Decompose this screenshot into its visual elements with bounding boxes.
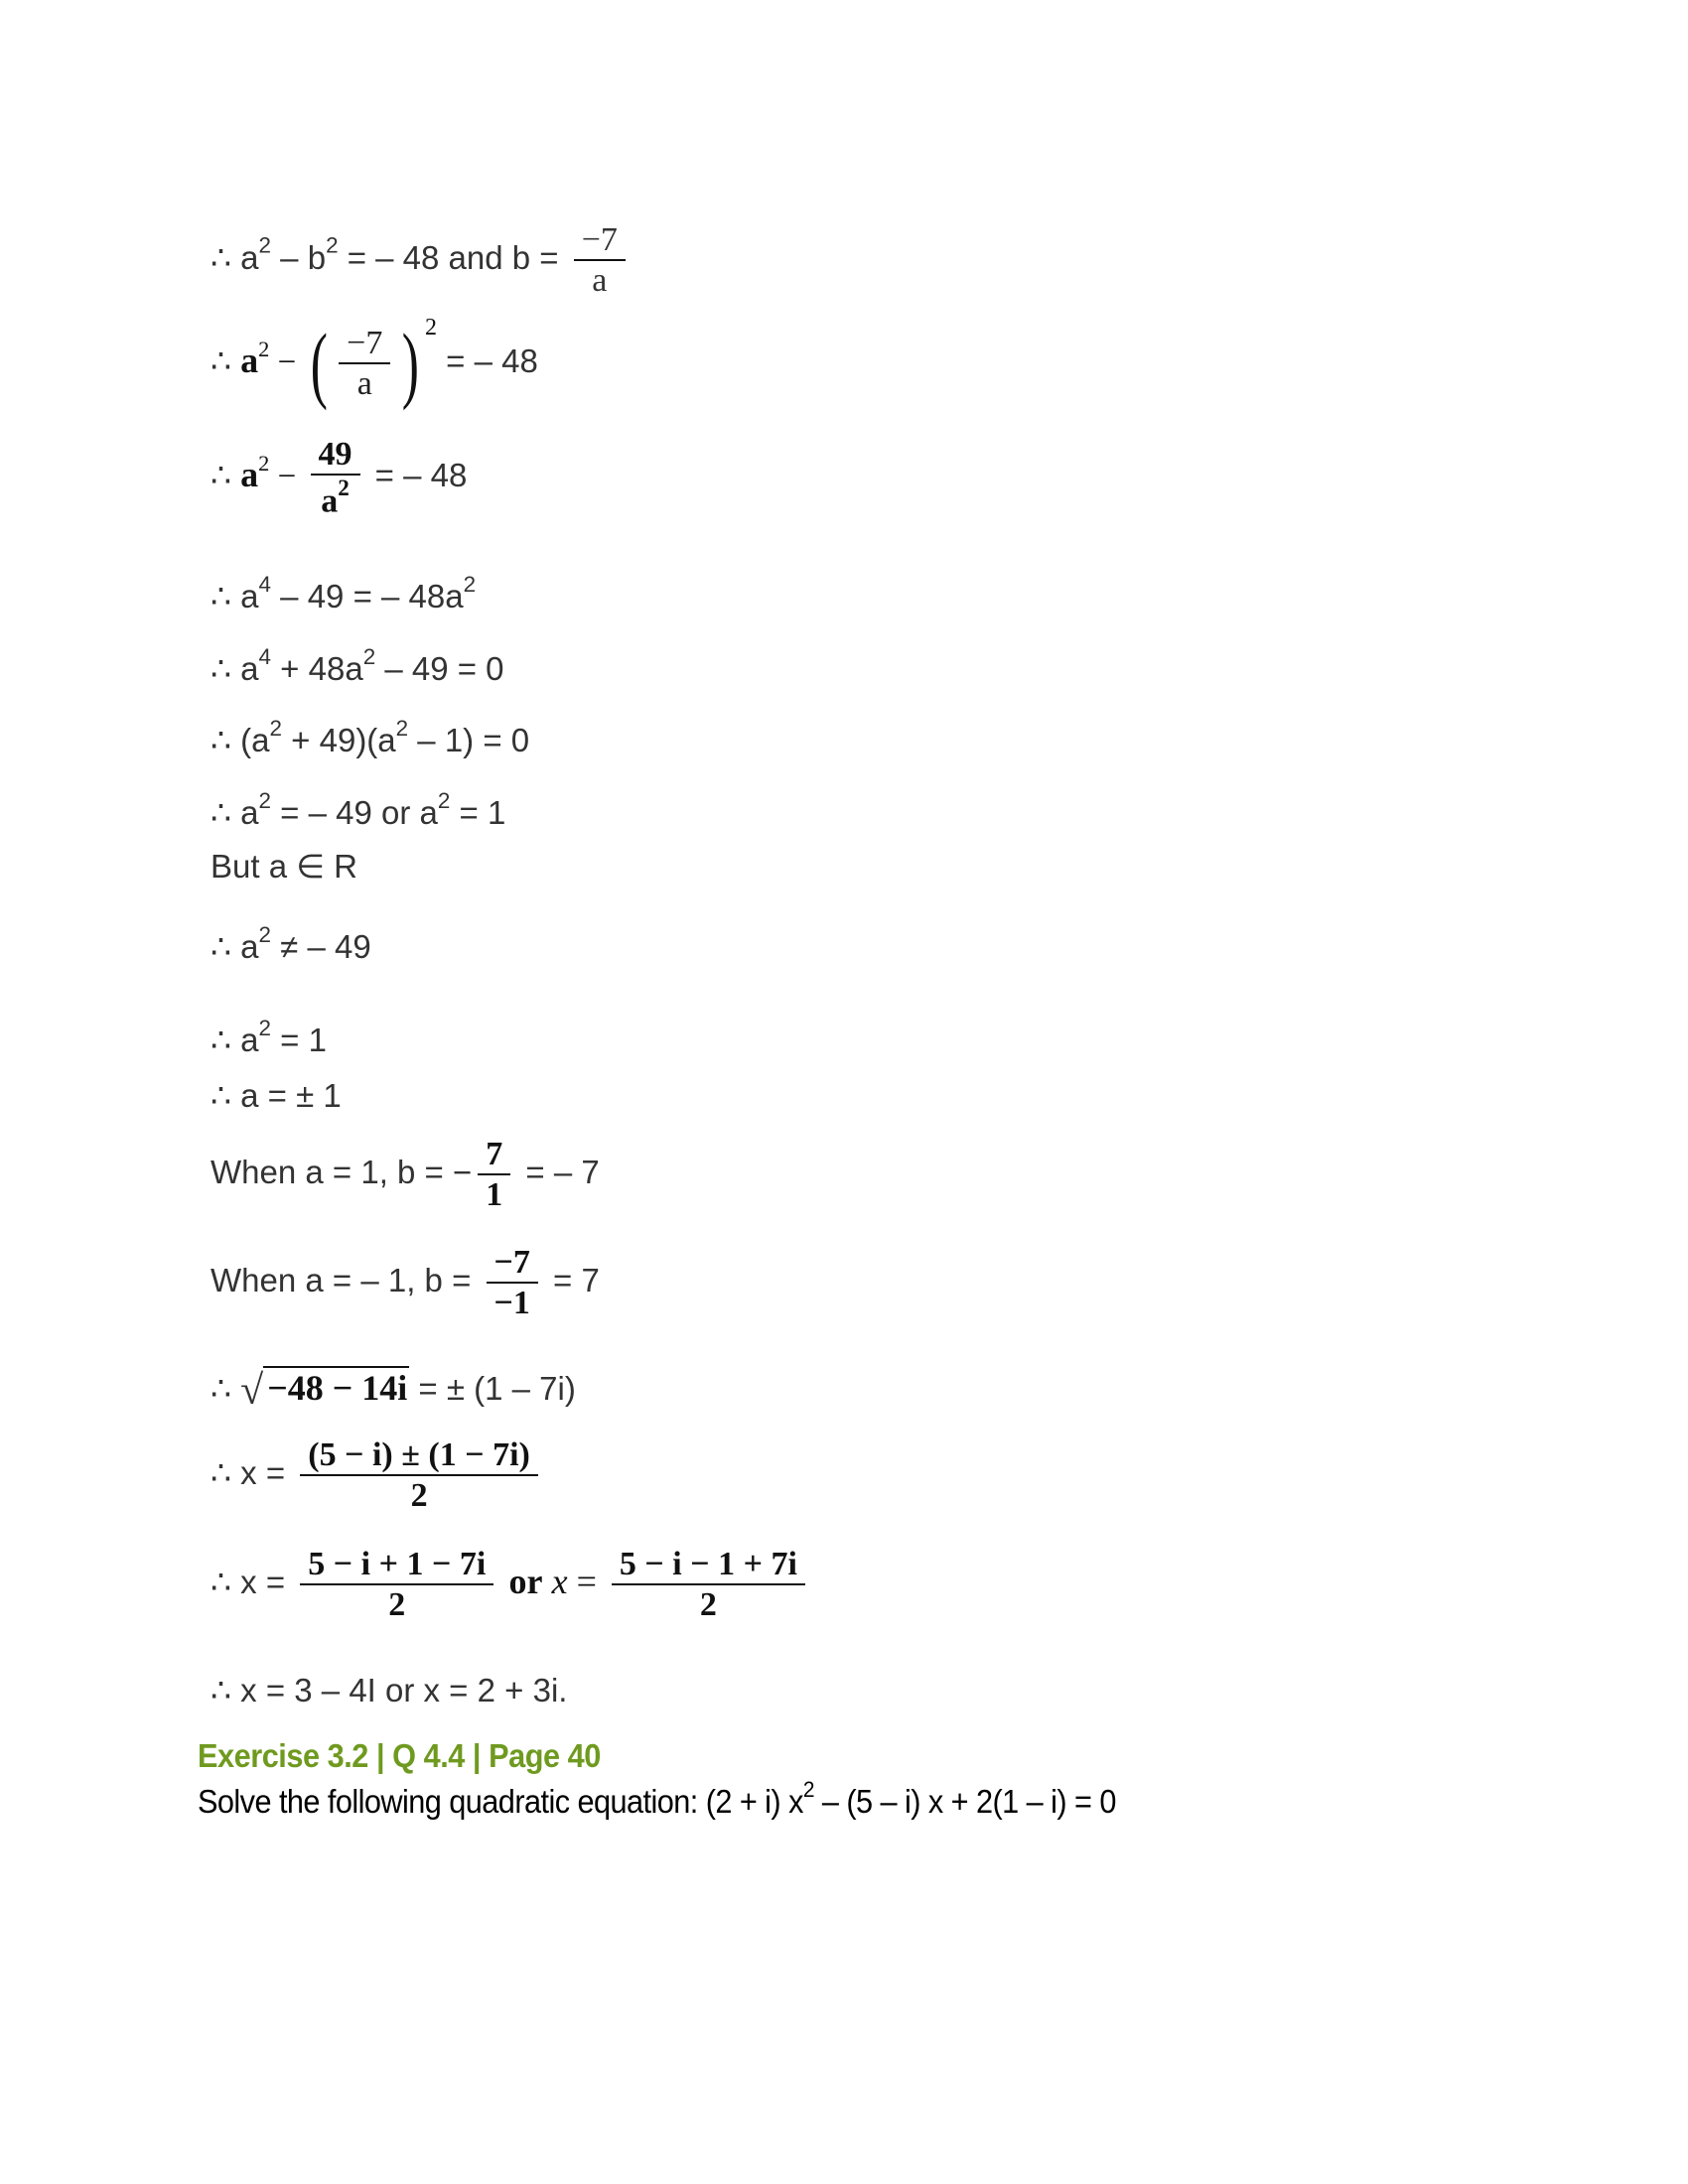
fraction	[311, 435, 360, 521]
exponent: 2	[258, 232, 272, 258]
denominator: a	[321, 482, 339, 520]
step-3	[211, 435, 467, 521]
exponent: 2	[463, 572, 477, 597]
step-text: – b	[271, 238, 327, 276]
step-text: = – 7	[516, 1153, 600, 1190]
step-text: = – 48	[365, 457, 468, 494]
right-paren: )	[402, 316, 420, 412]
step-text: = ± (1 – 7i)	[409, 1370, 576, 1407]
step-text: – 1) = 0	[408, 722, 530, 759]
step-13	[211, 1243, 600, 1322]
step-text: = 7	[543, 1261, 600, 1298]
exponent: 2	[258, 450, 270, 476]
therefore-symbol: ∴	[211, 1370, 241, 1407]
therefore-symbol: ∴	[211, 457, 241, 494]
denominator: 2	[410, 1477, 428, 1515]
step-text: = 1	[450, 794, 506, 832]
step-text: = – 49 or a	[271, 794, 438, 832]
step-1	[211, 220, 632, 300]
step-text: When a = – 1, b =	[211, 1261, 481, 1298]
exponent: 2	[362, 644, 376, 669]
variable: x	[551, 1561, 568, 1601]
square-root	[240, 1366, 409, 1412]
step-text: ∴ (a	[211, 722, 270, 759]
operator: −	[269, 459, 305, 495]
denominator: 2	[699, 1586, 717, 1624]
operator: =	[567, 1561, 606, 1601]
operator: −	[269, 344, 305, 380]
step-text: But a ∈ R	[211, 848, 357, 885]
exponent: 2	[424, 315, 437, 341]
numerator: −7	[347, 325, 383, 362]
exponent: 2	[802, 1777, 814, 1802]
numerator: −7	[581, 221, 618, 258]
step-text: ≠ – 49	[271, 928, 371, 966]
fraction	[300, 1435, 538, 1515]
step-7	[211, 788, 506, 832]
exponent: 4	[258, 644, 272, 669]
question-rest: – (5 – i) x + 2(1 – i) = 0	[813, 1783, 1116, 1821]
step-15	[211, 1435, 544, 1515]
denominator: 2	[388, 1586, 406, 1624]
fraction	[487, 1243, 538, 1322]
exponent: 2	[326, 232, 339, 258]
step-text: – 49 = 0	[375, 650, 504, 688]
numerator: 5 − i − 1 + 7i	[619, 1546, 797, 1582]
step-4	[211, 574, 476, 613]
question-text	[198, 1777, 1116, 1821]
step-text: ∴ a	[211, 1022, 259, 1059]
step-text: ∴ a = ± 1	[211, 1077, 342, 1114]
fraction	[339, 324, 390, 403]
step-12	[211, 1135, 600, 1214]
step-9	[211, 922, 371, 966]
step-10	[211, 1016, 327, 1059]
exercise-heading: Exercise 3.2 | Q 4.4 | Page 40	[198, 1737, 601, 1774]
step-text: = 1	[271, 1022, 327, 1059]
step-14	[211, 1366, 576, 1412]
step-11	[211, 1079, 342, 1112]
step-2	[211, 315, 538, 412]
step-6	[211, 716, 530, 759]
fraction	[300, 1545, 493, 1624]
step-text: = – 48 and b =	[338, 238, 568, 276]
denominator: a	[592, 262, 608, 300]
step-17	[211, 1674, 567, 1706]
denominator: −1	[493, 1285, 530, 1322]
question-prefix: Solve the following quadratic equation: (2 + i) x	[198, 1783, 803, 1821]
exponent: 2	[258, 336, 270, 361]
step-8	[211, 850, 357, 883]
exponent: 2	[258, 788, 272, 813]
fraction	[612, 1545, 805, 1624]
step-5	[211, 644, 504, 688]
step-text: + 48a	[271, 650, 363, 688]
step-text: ∴ x =	[211, 1563, 295, 1600]
radicand: −48 − 14i	[263, 1366, 409, 1406]
step-text: ∴ a	[211, 928, 259, 966]
exponent: 2	[269, 716, 282, 741]
step-text: ∴ x =	[211, 1453, 295, 1491]
or-word: or	[508, 1561, 543, 1601]
denominator: a	[356, 365, 372, 403]
numerator: (5 − i) ± (1 − 7i)	[308, 1436, 530, 1473]
step-text: + 49)(a	[282, 722, 396, 759]
exponent: 2	[258, 1016, 272, 1040]
numerator: 49	[318, 436, 352, 473]
fraction	[574, 220, 626, 300]
denominator: 1	[486, 1176, 503, 1214]
numerator: 5 − i + 1 − 7i	[308, 1546, 487, 1582]
left-paren: (	[310, 316, 328, 412]
step-text: ∴ a	[211, 238, 259, 276]
step-text: = – 48	[436, 342, 538, 379]
step-text: ∴ a	[211, 578, 259, 615]
exponent: 4	[258, 572, 272, 597]
step-text: – 49 = – 48a	[271, 578, 464, 615]
step-text: ∴ a	[211, 794, 259, 832]
exponent: 2	[395, 716, 409, 741]
radical-sign-icon: √	[240, 1368, 264, 1414]
step-text: When a = 1, b = −	[211, 1153, 473, 1190]
exponent: 2	[437, 788, 451, 813]
step-text: ∴ a	[211, 650, 259, 688]
step-16	[211, 1545, 811, 1624]
therefore-symbol: ∴	[211, 342, 241, 379]
exponent: 2	[338, 476, 350, 502]
step-text: ∴ x = 3 – 4I or x = 2 + 3i.	[211, 1672, 568, 1708]
numerator: −7	[493, 1244, 530, 1281]
variable: a	[240, 341, 259, 380]
variable: a	[240, 455, 259, 495]
fraction	[478, 1135, 510, 1214]
exponent: 2	[258, 922, 272, 947]
numerator: 7	[486, 1136, 503, 1172]
